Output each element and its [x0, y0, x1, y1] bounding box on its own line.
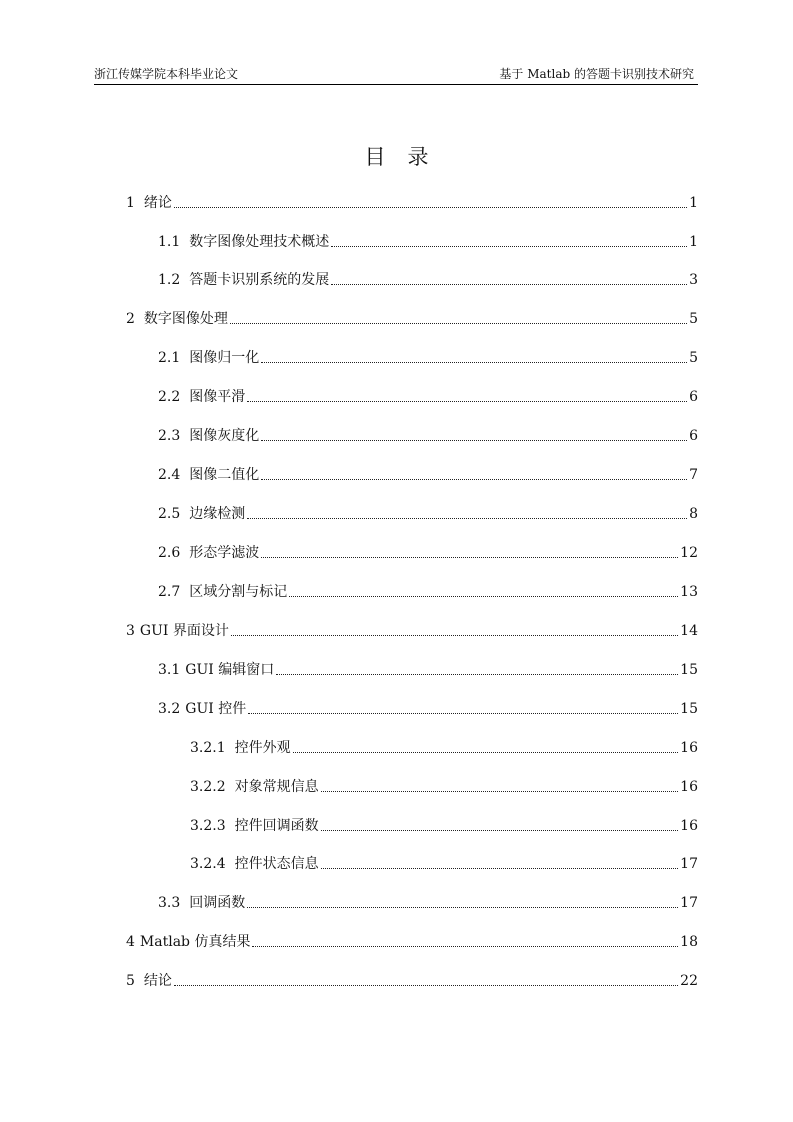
toc-entry-label: 图像归一化 — [189, 350, 260, 366]
toc-entry-page: 22 — [680, 973, 698, 989]
header-left-text: 浙江传媒学院本科毕业论文 — [94, 67, 239, 81]
toc-entry-number: 3.1 — [158, 662, 181, 678]
toc-dot-leader — [252, 946, 678, 947]
toc-entry-label: 对象常规信息 — [234, 779, 319, 795]
header-right-text: 基于 Matlab 的答题卡识别技术研究 — [499, 67, 694, 81]
toc-entry-page: 17 — [680, 856, 698, 872]
toc-entry-number: 4 — [126, 934, 135, 950]
toc-entry-page: 12 — [680, 545, 698, 561]
toc-entry-number: 5 — [126, 973, 135, 989]
toc-entry-page: 5 — [689, 311, 698, 327]
toc-entry-number: 3.2.1 — [190, 740, 226, 756]
toc-dot-leader — [231, 635, 678, 636]
toc-entry-number: 1.1 — [158, 234, 181, 250]
toc-entry-number: 2 — [126, 311, 135, 327]
toc-dot-leader — [261, 557, 678, 558]
toc-entry-page: 7 — [689, 467, 698, 483]
toc-entry[interactable] — [190, 737, 698, 759]
toc-entry-label: 绪论 — [143, 195, 172, 211]
toc-entry[interactable] — [158, 542, 698, 564]
toc-entry-label: 图像二值化 — [189, 467, 260, 483]
toc-dot-leader — [247, 401, 687, 402]
toc-entry-page: 6 — [689, 389, 698, 405]
toc-entry-number: 3.3 — [158, 895, 181, 911]
toc-dot-leader — [261, 479, 687, 480]
toc-entry-page: 3 — [689, 272, 698, 288]
toc-entry[interactable] — [158, 269, 698, 291]
toc-entry[interactable] — [158, 659, 698, 681]
toc-entry[interactable] — [126, 192, 698, 214]
toc-entry-label: 控件外观 — [234, 740, 291, 756]
toc-entry-label: Matlab 仿真结果 — [139, 934, 251, 950]
toc-entry-label: 边缘检测 — [189, 506, 246, 522]
toc-entry-label: 控件回调函数 — [234, 818, 319, 834]
toc-entry-page: 15 — [680, 662, 698, 678]
toc-entry[interactable] — [126, 620, 698, 642]
toc-entry-label: 图像灰度化 — [189, 428, 260, 444]
toc-dot-leader — [331, 246, 687, 247]
toc-dot-leader — [261, 440, 687, 441]
toc-dot-leader — [289, 596, 678, 597]
toc-entry-page: 1 — [689, 234, 698, 250]
toc-entry[interactable] — [126, 931, 698, 953]
toc-entry[interactable] — [126, 970, 698, 992]
toc-entry-number: 3.2.4 — [190, 856, 226, 872]
toc-entry[interactable] — [158, 231, 698, 253]
toc-dot-leader — [331, 284, 687, 285]
toc-dot-leader — [321, 830, 679, 831]
toc-entry-page: 15 — [680, 701, 698, 717]
toc-dot-leader — [230, 323, 687, 324]
toc-entry-number: 3.2 — [158, 701, 181, 717]
toc-entry-number: 2.4 — [158, 467, 181, 483]
toc-entry-page: 14 — [680, 623, 698, 639]
toc-entry-page: 6 — [689, 428, 698, 444]
toc-dot-leader — [247, 907, 678, 908]
toc-entry[interactable] — [158, 503, 698, 525]
toc-entry[interactable] — [158, 464, 698, 486]
toc-dot-leader — [321, 791, 679, 792]
toc-entry-number: 2.5 — [158, 506, 181, 522]
toc-entry-page: 13 — [680, 584, 698, 600]
toc-entry-page: 16 — [680, 779, 698, 795]
toc-entry-number: 2.1 — [158, 350, 181, 366]
toc-entry-number: 1.2 — [158, 272, 181, 288]
toc-dot-leader — [247, 518, 687, 519]
toc-entry[interactable] — [190, 815, 698, 837]
toc-entry-label: 数字图像处理技术概述 — [189, 234, 330, 250]
toc-entry-page: 5 — [689, 350, 698, 366]
toc-entry-label: 区域分割与标记 — [189, 584, 288, 600]
toc-entry-label: 控件状态信息 — [234, 856, 319, 872]
toc-entry[interactable] — [158, 425, 698, 447]
toc-dot-leader — [276, 674, 678, 675]
toc-entry-page: 16 — [680, 818, 698, 834]
toc-dot-leader — [293, 752, 679, 753]
toc-entry-page: 17 — [680, 895, 698, 911]
toc-entry-number: 2.6 — [158, 545, 181, 561]
toc-entry[interactable] — [158, 347, 698, 369]
toc-entry-number: 2.2 — [158, 389, 181, 405]
toc-dot-leader — [174, 207, 687, 208]
toc-entry-label: 结论 — [143, 973, 172, 989]
toc-entry[interactable] — [158, 386, 698, 408]
toc-entry[interactable] — [126, 308, 698, 330]
toc-entry[interactable] — [158, 892, 698, 914]
toc-dot-leader — [261, 362, 687, 363]
toc-entry-number: 3 — [126, 623, 135, 639]
toc-dot-leader — [174, 985, 678, 986]
toc-entry-page: 16 — [680, 740, 698, 756]
toc-entry-label: 数字图像处理 — [143, 311, 228, 327]
toc-entry-page: 1 — [689, 195, 698, 211]
toc-entry-page: 18 — [680, 934, 698, 950]
toc-entry-page: 8 — [689, 506, 698, 522]
toc-entry-label: GUI 界面设计 — [139, 623, 229, 639]
toc-entry-label: 图像平滑 — [189, 389, 246, 405]
toc-entry[interactable] — [190, 776, 698, 798]
toc-entry-label: 回调函数 — [189, 895, 246, 911]
toc-entry-number: 2.3 — [158, 428, 181, 444]
toc-dot-leader — [321, 868, 679, 869]
toc-entry-label: 形态学滤波 — [189, 545, 260, 561]
toc-entry-number: 3.2.2 — [190, 779, 226, 795]
toc-entry-number: 1 — [126, 195, 135, 211]
toc-entry-label: GUI 编辑窗口 — [185, 662, 275, 678]
toc-entry-number: 3.2.3 — [190, 818, 226, 834]
toc-entry-label: GUI 控件 — [185, 701, 247, 717]
toc-entry[interactable] — [158, 581, 698, 603]
toc-entry[interactable] — [158, 698, 698, 720]
toc-entry-number: 2.7 — [158, 584, 181, 600]
toc-entry-label: 答题卡识别系统的发展 — [189, 272, 330, 288]
toc-dot-leader — [248, 713, 678, 714]
toc-title: 目录 — [364, 145, 451, 169]
toc-entry[interactable] — [190, 853, 698, 875]
